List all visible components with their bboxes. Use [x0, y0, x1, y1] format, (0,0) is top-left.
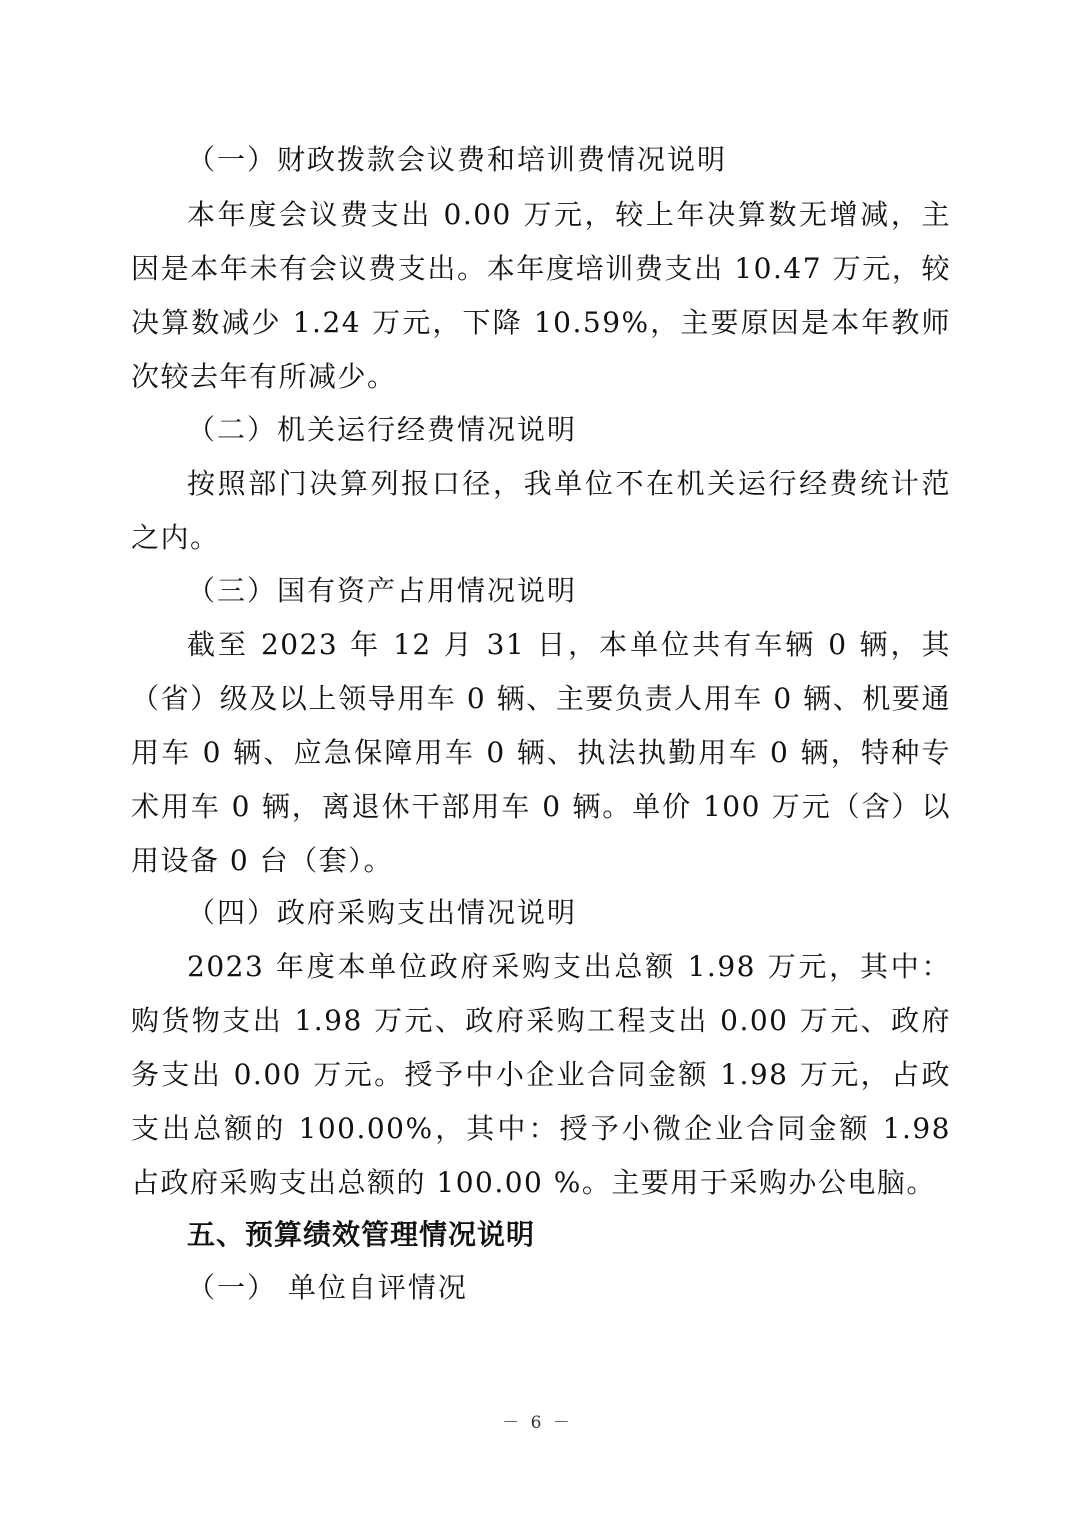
paragraph-line: 因是本年未有会议费支出。本年度培训费支出 10.47 万元，较	[131, 252, 951, 285]
paragraph-line: 本年度会议费支出 0.00 万元，较上年决算数无增减，主	[187, 198, 951, 231]
paragraph-line: 支出总额的 100.00%，其中：授予小微企业合同金额 1.98	[131, 1112, 951, 1145]
subheading-state-assets: （三）国有资产占用情况说明	[187, 574, 578, 607]
subheading-operating-expenses: （二）机关运行经费情况说明	[187, 413, 578, 446]
paragraph-line: 2023 年度本单位政府采购支出总额 1.98 万元，其中：	[187, 950, 951, 983]
paragraph-line: 之内。	[131, 521, 220, 554]
subheading-self-evaluation: （一） 单位自评情况	[187, 1271, 468, 1304]
paragraph-line: 用车 0 辆、应急保障用车 0 辆、执法执勤用车 0 辆，特种专	[131, 736, 951, 769]
paragraph-line: （省）级及以上领导用车 0 辆、主要负责人用车 0 辆、机要通	[131, 682, 951, 715]
paragraph-line: 用设备 0 台（套）。	[131, 844, 394, 877]
subheading-government-procurement: （四）政府采购支出情况说明	[187, 896, 578, 929]
paragraph-line: 术用车 0 辆，离退休干部用车 0 辆。单价 100 万元（含）以	[131, 790, 951, 823]
paragraph-line: 占政府采购支出总额的 100.00 %。主要用于采购办公电脑。	[131, 1166, 936, 1199]
paragraph-line: 购货物支出 1.98 万元、政府采购工程支出 0.00 万元、政府	[131, 1004, 951, 1037]
paragraph-line: 务支出 0.00 万元。授予中小企业合同金额 1.98 万元，占政	[131, 1058, 951, 1091]
subheading-meeting-training-fees: （一）财政拨款会议费和培训费情况说明	[187, 143, 728, 176]
page-number: － 6 －	[502, 1413, 573, 1433]
paragraph-line: 截至 2023 年 12 月 31 日，本单位共有车辆 0 辆，其	[187, 628, 951, 661]
section-heading-budget-performance: 五、预算绩效管理情况说明	[187, 1218, 536, 1251]
paragraph-line: 决算数减少 1.24 万元，下降 10.59%，主要原因是本年教师	[131, 306, 951, 339]
paragraph-line: 次较去年有所减少。	[131, 360, 397, 393]
paragraph-line: 按照部门决算列报口径，我单位不在机关运行经费统计范	[187, 467, 951, 500]
